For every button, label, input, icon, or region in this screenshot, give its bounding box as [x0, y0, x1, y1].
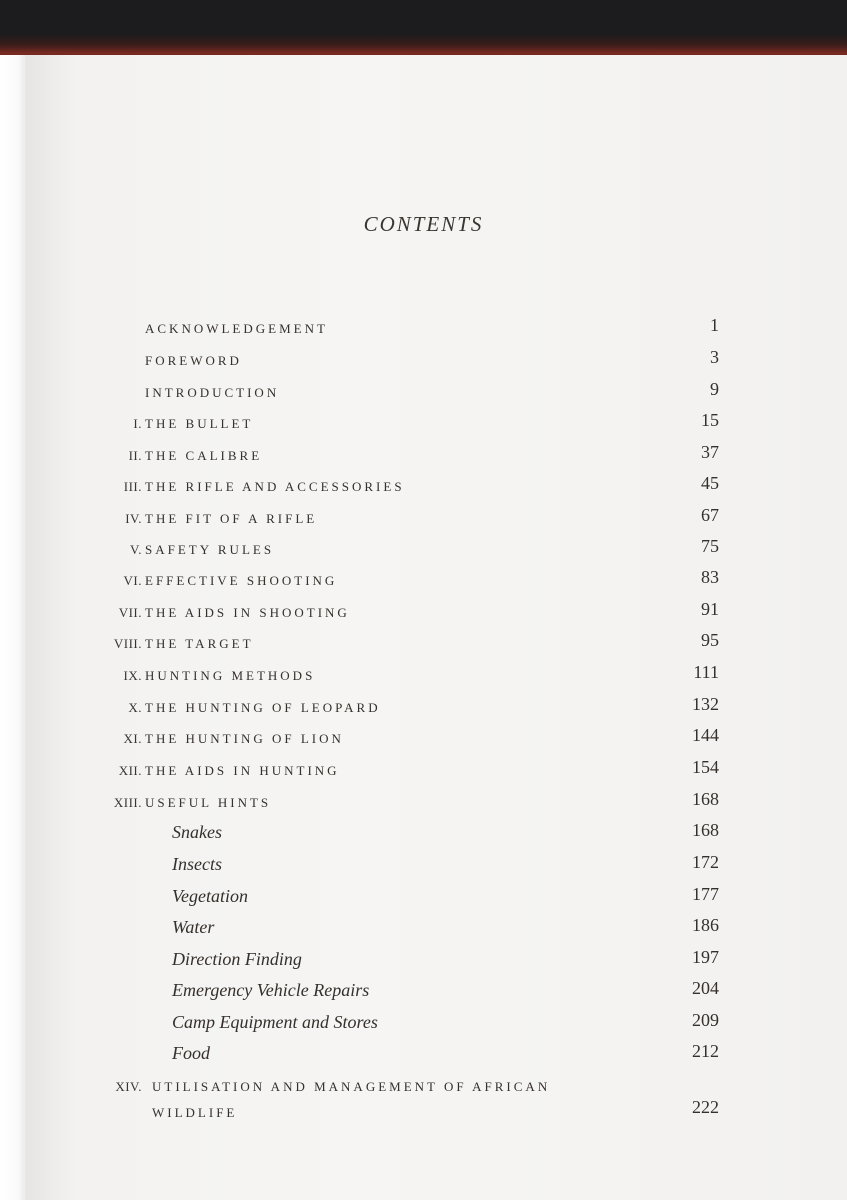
page-number: 172: [692, 852, 719, 872]
toc-entry: [0, 505, 847, 533]
chapter-number: II.: [128, 448, 142, 463]
toc-entry: [0, 442, 847, 470]
toc-entry: [0, 662, 847, 690]
chapter-title: HUNTING METHODS: [145, 668, 316, 683]
page-title: CONTENTS: [363, 212, 484, 236]
toc-entry: [0, 379, 847, 407]
page-number: 37: [701, 442, 719, 462]
chapter-title: THE HUNTING OF LEOPARD: [145, 700, 381, 715]
chapter-title: THE AIDS IN HUNTING: [145, 763, 340, 778]
subentry-title: Snakes: [172, 822, 222, 842]
toc-entry: [0, 630, 847, 658]
subentry-title: Food: [172, 1043, 210, 1063]
page-number: 186: [692, 915, 719, 935]
chapter-number: XII.: [118, 763, 142, 778]
toc-entry: [0, 599, 847, 627]
chapter-title: EFFECTIVE SHOOTING: [145, 573, 338, 588]
subentry-title: Direction Finding: [172, 949, 302, 969]
page-number: 3: [710, 347, 719, 367]
chapter-title: THE RIFLE AND ACCESSORIES: [145, 479, 405, 494]
page-number: 1: [710, 315, 719, 335]
chapter-title: SAFETY RULES: [145, 542, 275, 557]
chapter-title: THE AIDS IN SHOOTING: [145, 605, 350, 620]
toc-entry: [0, 315, 847, 343]
page-number: 95: [701, 630, 719, 650]
page-number: 144: [692, 725, 719, 745]
page-number: 83: [701, 567, 719, 587]
chapter-number: X.: [128, 700, 142, 715]
page-number: 154: [692, 757, 719, 777]
page-number: 75: [701, 536, 719, 556]
chapter-title-continued: WILDLIFE: [152, 1105, 238, 1120]
page-number: 67: [701, 505, 719, 525]
page-number: 197: [692, 947, 719, 967]
page-number: 132: [692, 694, 719, 714]
toc-subentry: [0, 1010, 847, 1038]
chapter-number: V.: [130, 542, 142, 557]
toc-subentry: [0, 947, 847, 975]
toc-entry: [0, 694, 847, 722]
toc-entry: [0, 725, 847, 753]
toc-entry: [0, 757, 847, 785]
toc-entry: [0, 1073, 847, 1101]
book-cover-edge: [0, 0, 847, 62]
chapter-number: III.: [123, 479, 142, 494]
toc-entry: [0, 347, 847, 375]
toc-subentry: [0, 852, 847, 880]
subentry-title: Vegetation: [172, 886, 248, 906]
page-number: 212: [692, 1041, 719, 1061]
page-number: 209: [692, 1010, 719, 1030]
page-number: 222: [692, 1097, 719, 1117]
toc-subentry: [0, 915, 847, 943]
subentry-title: Emergency Vehicle Repairs: [172, 980, 370, 1000]
chapter-number: VI.: [123, 573, 142, 588]
subentry-title: Insects: [172, 854, 222, 874]
chapter-number: XIII.: [113, 795, 142, 810]
toc-entry: [0, 789, 847, 817]
toc-subentry: [0, 1041, 847, 1069]
chapter-number: VIII.: [113, 636, 142, 651]
page-number: 204: [692, 978, 719, 998]
chapter-number: IV.: [125, 511, 142, 526]
chapter-number: VII.: [118, 605, 142, 620]
toc-entry: [0, 567, 847, 595]
toc-entry: [0, 473, 847, 501]
page-number: 111: [693, 662, 719, 682]
chapter-title: THE HUNTING OF LION: [145, 731, 344, 746]
toc-entry-continuation: [0, 1099, 847, 1127]
page-number: 15: [701, 410, 719, 430]
page-number: 9: [710, 379, 719, 399]
chapter-title: THE FIT OF A RIFLE: [145, 511, 318, 526]
chapter-title: INTRODUCTION: [145, 385, 280, 400]
chapter-title: UTILISATION AND MANAGEMENT OF AFRICAN: [152, 1079, 551, 1094]
toc-entry: [0, 536, 847, 564]
chapter-title: THE BULLET: [145, 416, 254, 431]
page-number: 168: [692, 789, 719, 809]
subentry-title: Camp Equipment and Stores: [172, 1012, 378, 1032]
chapter-number: XI.: [123, 731, 142, 746]
toc-subentry: [0, 820, 847, 848]
page-number: 45: [701, 473, 719, 493]
page-number: 91: [701, 599, 719, 619]
page-number: 168: [692, 820, 719, 840]
chapter-number: I.: [133, 416, 142, 431]
page-number: 177: [692, 884, 719, 904]
chapter-number: XIV.: [115, 1079, 142, 1094]
chapter-title: THE TARGET: [145, 636, 254, 651]
toc-subentry: [0, 978, 847, 1006]
toc-entry: [0, 410, 847, 438]
toc-subentry: [0, 884, 847, 912]
chapter-title: THE CALIBRE: [145, 448, 263, 463]
chapter-title: USEFUL HINTS: [145, 795, 272, 810]
subentry-title: Water: [172, 917, 215, 937]
chapter-title: ACKNOWLEDGEMENT: [145, 321, 328, 336]
chapter-title: FOREWORD: [145, 353, 242, 368]
chapter-number: IX.: [123, 668, 142, 683]
